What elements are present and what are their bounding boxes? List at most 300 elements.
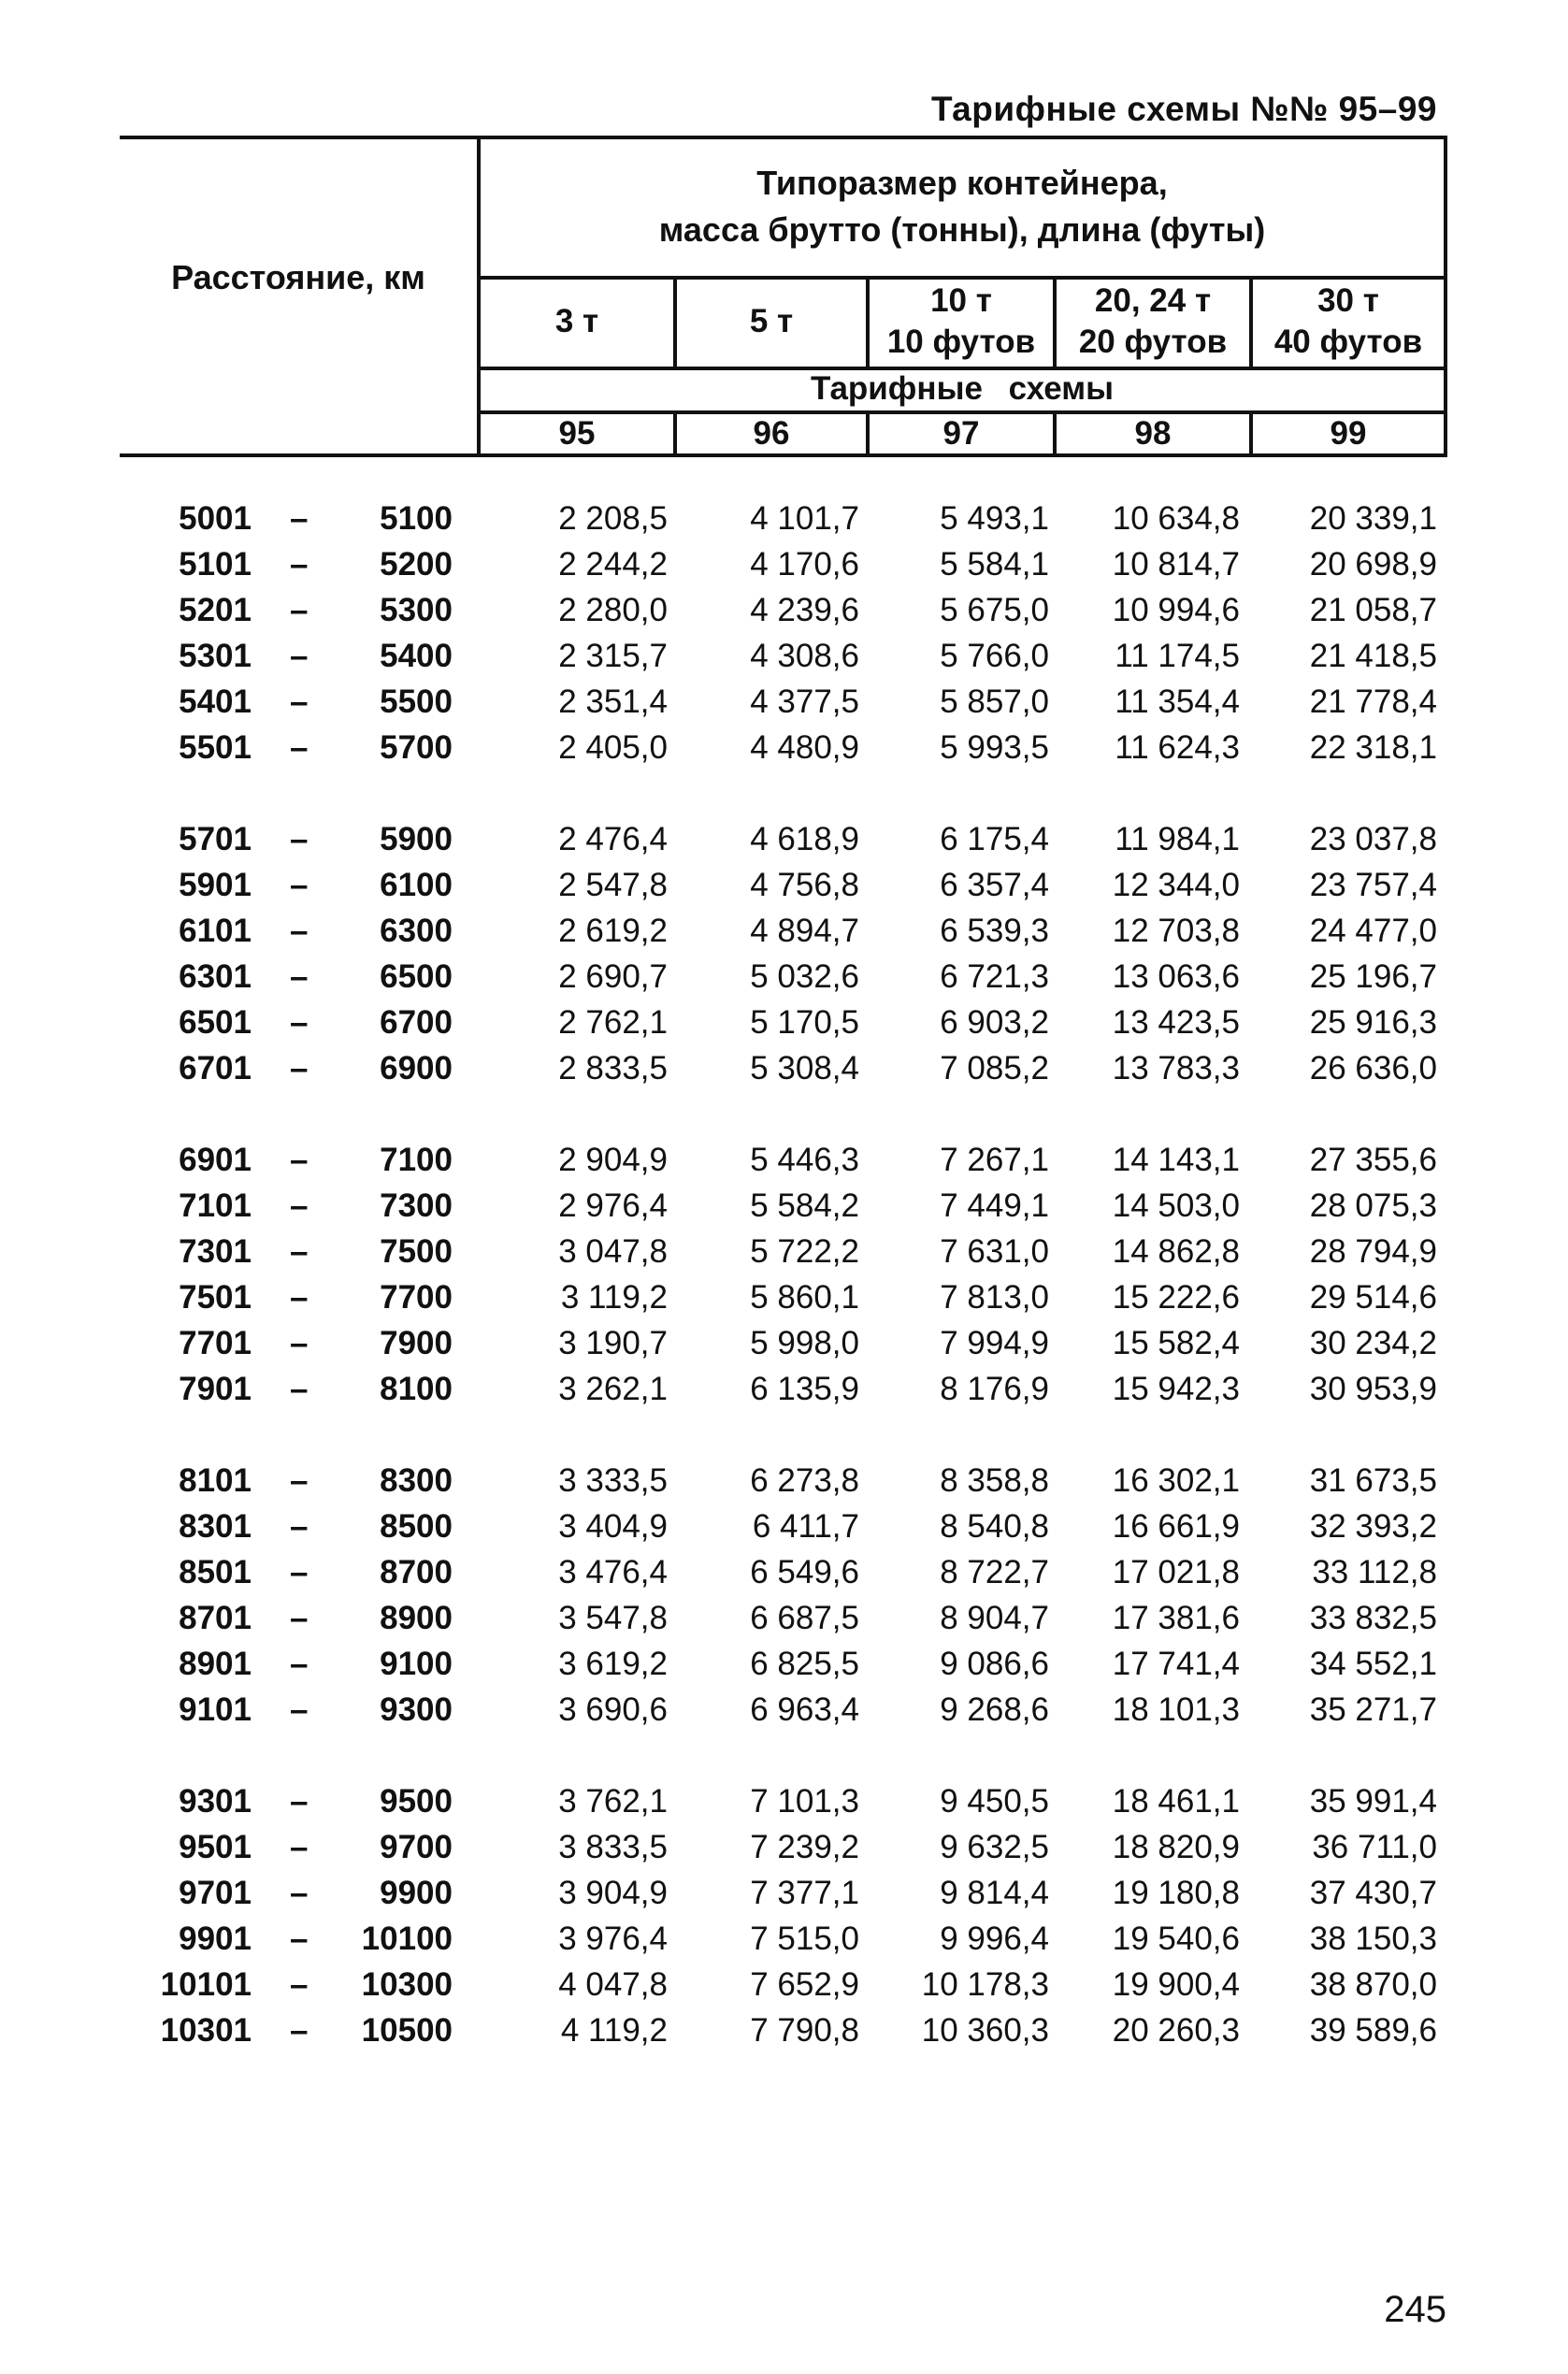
scheme-number-row xyxy=(481,410,1444,457)
row-group xyxy=(0,1778,1568,2053)
tariff-cell: 3 333,5 xyxy=(558,1462,668,1499)
range-dash: – xyxy=(290,1050,309,1086)
tariff-cell: 8 358,8 xyxy=(940,1462,1049,1499)
tariff-cell: 3 547,8 xyxy=(558,1600,668,1636)
table-row xyxy=(0,1962,1568,2007)
row-group xyxy=(0,1458,1568,1733)
tariff-cell: 4 101,7 xyxy=(750,500,859,537)
distance-from: 5401 xyxy=(179,683,252,720)
tariff-cell: 21 058,7 xyxy=(1309,592,1437,628)
tariff-cell: 6 687,5 xyxy=(750,1600,859,1636)
tariff-cell: 5 170,5 xyxy=(750,1004,859,1041)
tariff-cell: 4 047,8 xyxy=(558,1966,668,2003)
distance-to: 6700 xyxy=(380,1004,453,1041)
tariff-cell: 37 430,7 xyxy=(1309,1875,1437,1911)
tariff-cell: 7 631,0 xyxy=(940,1233,1049,1270)
distance-from: 9301 xyxy=(179,1783,252,1820)
distance-from: 8501 xyxy=(179,1554,252,1590)
tariff-cell: 2 315,7 xyxy=(558,638,668,674)
distance-from: 7901 xyxy=(179,1371,252,1407)
distance-to: 7900 xyxy=(380,1325,453,1361)
tariff-cell: 15 582,4 xyxy=(1112,1325,1240,1361)
table-row xyxy=(0,1870,1568,1916)
tariff-cell: 4 618,9 xyxy=(750,821,859,857)
size-column-header xyxy=(1249,276,1444,367)
tariff-cell: 22 318,1 xyxy=(1309,729,1437,766)
range-dash: – xyxy=(290,1554,309,1590)
distance-from: 5901 xyxy=(179,867,252,903)
size-column-header xyxy=(1053,276,1249,367)
distance-from: 7501 xyxy=(179,1279,252,1316)
size-caption-line1: Типоразмер контейнера, xyxy=(756,164,1168,202)
tariff-cell: 4 377,5 xyxy=(750,683,859,720)
range-dash: – xyxy=(290,1783,309,1820)
tariff-cell: 6 273,8 xyxy=(750,1462,859,1499)
tariff-cell: 25 196,7 xyxy=(1309,958,1437,995)
tariff-cell: 3 047,8 xyxy=(558,1233,668,1270)
tariff-cell: 35 991,4 xyxy=(1309,1783,1437,1820)
tariff-cell: 13 423,5 xyxy=(1112,1004,1240,1041)
tariff-cell: 3 262,1 xyxy=(558,1371,668,1407)
distance-to: 8900 xyxy=(380,1600,453,1636)
tariff-cell: 2 405,0 xyxy=(558,729,668,766)
scheme-number: 97 xyxy=(866,410,1053,457)
tariff-cell: 8 176,9 xyxy=(940,1371,1049,1407)
range-dash: – xyxy=(290,1233,309,1270)
distance-to: 5500 xyxy=(380,683,453,720)
size-column-line2: 40 футов xyxy=(1273,323,1423,360)
tariff-cell: 3 404,9 xyxy=(558,1508,668,1545)
tariff-cell: 2 762,1 xyxy=(558,1004,668,1041)
distance-from: 7301 xyxy=(179,1233,252,1270)
tariff-cell: 16 302,1 xyxy=(1112,1462,1240,1499)
tariff-cell: 2 690,7 xyxy=(558,958,668,995)
distance-to: 7100 xyxy=(380,1142,453,1178)
tariff-cell: 5 722,2 xyxy=(750,1233,859,1270)
tariff-cell: 9 450,5 xyxy=(940,1783,1049,1820)
tariff-cell: 7 790,8 xyxy=(750,2012,859,2049)
tariff-cell: 27 355,6 xyxy=(1309,1142,1437,1178)
table-row xyxy=(0,1641,1568,1687)
tariff-cell: 6 135,9 xyxy=(750,1371,859,1407)
range-dash: – xyxy=(290,2012,309,2049)
tariff-cell: 34 552,1 xyxy=(1309,1646,1437,1682)
size-column-line1: 30 т xyxy=(1317,281,1379,319)
tariff-cell: 6 539,3 xyxy=(940,913,1049,949)
tariff-cell: 3 476,4 xyxy=(558,1554,668,1590)
tariff-cell: 20 339,1 xyxy=(1309,500,1437,537)
table-row xyxy=(0,1778,1568,1824)
range-dash: – xyxy=(290,1142,309,1178)
tariff-cell: 30 953,9 xyxy=(1309,1371,1437,1407)
tariff-cell: 2 547,8 xyxy=(558,867,668,903)
tariff-cell: 9 268,6 xyxy=(940,1691,1049,1728)
tariff-cell: 26 636,0 xyxy=(1309,1050,1437,1086)
tariff-cell: 7 239,2 xyxy=(750,1829,859,1865)
tariff-cell: 15 942,3 xyxy=(1112,1371,1240,1407)
tariff-cell: 3 119,2 xyxy=(560,1279,668,1316)
distance-from: 10301 xyxy=(160,2012,252,2049)
size-column-line2: 10 футов xyxy=(886,323,1036,360)
tariff-cell: 6 963,4 xyxy=(750,1691,859,1728)
tariff-cell: 2 208,5 xyxy=(558,500,668,537)
table-row xyxy=(0,587,1568,633)
distance-to: 7300 xyxy=(380,1187,453,1224)
tariff-cell: 7 085,2 xyxy=(940,1050,1049,1086)
tariff-cell: 5 032,6 xyxy=(750,958,859,995)
tariff-cell: 5 446,3 xyxy=(750,1142,859,1178)
tariff-cell: 9 632,5 xyxy=(940,1829,1049,1865)
table-row xyxy=(0,908,1568,954)
tariff-cell: 19 180,8 xyxy=(1112,1875,1240,1911)
tariff-cell: 4 480,9 xyxy=(750,729,859,766)
table-row xyxy=(0,1595,1568,1641)
distance-column-header: Расстояние, км xyxy=(171,258,425,296)
tariff-cell: 3 690,6 xyxy=(558,1691,668,1728)
range-dash: – xyxy=(290,1279,309,1316)
distance-to: 8100 xyxy=(380,1371,453,1407)
tariff-cell: 6 175,4 xyxy=(940,821,1049,857)
tariff-cell: 5 493,1 xyxy=(940,500,1049,537)
distance-to: 6500 xyxy=(380,958,453,995)
tariff-cell: 20 260,3 xyxy=(1112,2012,1240,2049)
distance-from: 5201 xyxy=(179,592,252,628)
tariff-cell: 4 239,6 xyxy=(750,592,859,628)
size-column-line1: 10 т xyxy=(930,281,992,319)
table-row xyxy=(0,1916,1568,1962)
tariff-cell: 10 814,7 xyxy=(1112,546,1240,583)
tariff-cell: 9 814,4 xyxy=(940,1875,1049,1911)
range-dash: – xyxy=(290,1921,309,1957)
distance-to: 10300 xyxy=(361,1966,453,2003)
tariff-cell: 13 783,3 xyxy=(1112,1050,1240,1086)
row-group xyxy=(0,816,1568,1091)
distance-from: 9701 xyxy=(179,1875,252,1911)
table-row xyxy=(0,2007,1568,2053)
distance-to: 9300 xyxy=(380,1691,453,1728)
tariff-cell: 7 449,1 xyxy=(940,1187,1049,1224)
tariff-cell: 4 119,2 xyxy=(560,2012,668,2049)
tariff-cell: 6 549,6 xyxy=(750,1554,859,1590)
tariff-cell: 4 308,6 xyxy=(750,638,859,674)
tariff-cell: 28 075,3 xyxy=(1309,1187,1437,1224)
distance-to: 10100 xyxy=(361,1921,453,1957)
tariff-cell: 21 778,4 xyxy=(1309,683,1437,720)
tariff-table-body xyxy=(0,496,1568,2099)
range-dash: – xyxy=(290,1691,309,1728)
tariff-cell: 11 984,1 xyxy=(1115,821,1240,857)
range-dash: – xyxy=(290,1646,309,1682)
container-size-columns xyxy=(481,276,1444,367)
scheme-number: 99 xyxy=(1249,410,1444,457)
distance-to: 7700 xyxy=(380,1279,453,1316)
tariff-cell: 30 234,2 xyxy=(1309,1325,1437,1361)
distance-to: 5700 xyxy=(380,729,453,766)
table-row xyxy=(0,1549,1568,1595)
distance-to: 9500 xyxy=(380,1783,453,1820)
table-row xyxy=(0,1137,1568,1183)
tariff-cell: 4 756,8 xyxy=(750,867,859,903)
distance-from: 6301 xyxy=(179,958,252,995)
distance-to: 9900 xyxy=(380,1875,453,1911)
range-dash: – xyxy=(290,1462,309,1499)
table-row xyxy=(0,1320,1568,1366)
distance-to: 5200 xyxy=(380,546,453,583)
range-dash: – xyxy=(290,500,309,537)
tariff-cell: 2 280,0 xyxy=(558,592,668,628)
range-dash: – xyxy=(290,592,309,628)
tariff-cell: 11 174,5 xyxy=(1115,638,1240,674)
table-row xyxy=(0,1458,1568,1504)
distance-from: 6701 xyxy=(179,1050,252,1086)
tariff-cell: 9 086,6 xyxy=(940,1646,1049,1682)
range-dash: – xyxy=(290,958,309,995)
table-row xyxy=(0,1045,1568,1091)
range-dash: – xyxy=(290,729,309,766)
range-dash: – xyxy=(290,821,309,857)
distance-from: 6501 xyxy=(179,1004,252,1041)
tariff-cell: 23 757,4 xyxy=(1309,867,1437,903)
distance-from: 6901 xyxy=(179,1142,252,1178)
tariff-cell: 3 976,4 xyxy=(558,1921,668,1957)
tariff-cell: 8 904,7 xyxy=(940,1600,1049,1636)
distance-from: 5001 xyxy=(179,500,252,537)
tariff-cell: 6 357,4 xyxy=(940,867,1049,903)
tariff-cell: 14 503,0 xyxy=(1112,1187,1240,1224)
table-row xyxy=(0,1687,1568,1733)
range-dash: – xyxy=(290,546,309,583)
tariff-cell: 36 711,0 xyxy=(1312,1829,1437,1865)
range-dash: – xyxy=(290,1966,309,2003)
distance-to: 6900 xyxy=(380,1050,453,1086)
distance-from: 8101 xyxy=(179,1462,252,1499)
tariff-cell: 10 360,3 xyxy=(921,2012,1049,2049)
distance-from: 7701 xyxy=(179,1325,252,1361)
distance-from: 6101 xyxy=(179,913,252,949)
tariff-cell: 8 722,7 xyxy=(940,1554,1049,1590)
tariff-cell: 3 904,9 xyxy=(558,1875,668,1911)
range-dash: – xyxy=(290,1875,309,1911)
tariff-cell: 6 411,7 xyxy=(752,1508,859,1545)
range-dash: – xyxy=(290,1004,309,1041)
tariff-cell: 5 998,0 xyxy=(750,1325,859,1361)
tariff-cell: 13 063,6 xyxy=(1112,958,1240,995)
table-row xyxy=(0,862,1568,908)
range-dash: – xyxy=(290,1600,309,1636)
distance-from: 5101 xyxy=(179,546,252,583)
distance-from: 9901 xyxy=(179,1921,252,1957)
tariff-cell: 5 675,0 xyxy=(940,592,1049,628)
table-row xyxy=(0,954,1568,1000)
scheme-number: 98 xyxy=(1053,410,1249,457)
distance-to: 10500 xyxy=(361,2012,453,2049)
tariff-cell: 2 476,4 xyxy=(558,821,668,857)
tariff-cell: 7 101,3 xyxy=(750,1783,859,1820)
distance-from: 9501 xyxy=(179,1829,252,1865)
distance-to: 7500 xyxy=(380,1233,453,1270)
table-row xyxy=(0,633,1568,679)
size-column-header xyxy=(866,276,1053,367)
tariff-cell: 6 903,2 xyxy=(940,1004,1049,1041)
tariff-cell: 5 584,2 xyxy=(750,1187,859,1224)
tariff-cell: 5 308,4 xyxy=(750,1050,859,1086)
tariff-cell: 7 377,1 xyxy=(750,1875,859,1911)
range-dash: – xyxy=(290,1508,309,1545)
range-dash: – xyxy=(290,1371,309,1407)
distance-to: 8700 xyxy=(380,1554,453,1590)
table-row xyxy=(0,541,1568,587)
tariff-cell: 5 584,1 xyxy=(940,546,1049,583)
distance-to: 9100 xyxy=(380,1646,453,1682)
tariff-cell: 3 762,1 xyxy=(558,1783,668,1820)
tariff-cell: 24 477,0 xyxy=(1309,913,1437,949)
distance-to: 5300 xyxy=(380,592,453,628)
distance-to: 8300 xyxy=(380,1462,453,1499)
tariff-cell: 18 101,3 xyxy=(1112,1691,1240,1728)
tariff-cell: 38 870,0 xyxy=(1309,1966,1437,2003)
table-row xyxy=(0,1824,1568,1870)
tariff-cell: 39 589,6 xyxy=(1309,2012,1437,2049)
tariff-cell: 9 996,4 xyxy=(940,1921,1049,1957)
tariff-cell: 18 820,9 xyxy=(1112,1829,1240,1865)
tariff-cell: 7 515,0 xyxy=(750,1921,859,1957)
distance-from: 9101 xyxy=(179,1691,252,1728)
distance-from: 8701 xyxy=(179,1600,252,1636)
distance-from: 8301 xyxy=(179,1508,252,1545)
distance-to: 6300 xyxy=(380,913,453,949)
size-caption-line2: масса брутто (тонны), длина (футы) xyxy=(658,210,1266,249)
tariff-cell: 7 813,0 xyxy=(940,1279,1049,1316)
tariff-cell: 29 514,6 xyxy=(1309,1279,1437,1316)
tariff-cell: 7 267,1 xyxy=(940,1142,1049,1178)
tariff-cell: 2 244,2 xyxy=(558,546,668,583)
table-row xyxy=(0,679,1568,725)
tariff-cell: 28 794,9 xyxy=(1309,1233,1437,1270)
scheme-number: 96 xyxy=(673,410,866,457)
table-row xyxy=(0,1274,1568,1320)
distance-from: 5701 xyxy=(179,821,252,857)
tariff-cell: 10 178,3 xyxy=(921,1966,1049,2003)
tariff-cell: 8 540,8 xyxy=(940,1508,1049,1545)
tariff-cell: 33 112,8 xyxy=(1312,1554,1437,1590)
tariff-cell: 3 619,2 xyxy=(558,1646,668,1682)
tariff-cell: 4 894,7 xyxy=(750,913,859,949)
table-row xyxy=(0,725,1568,770)
distance-to: 6100 xyxy=(380,867,453,903)
tariff-cell: 31 673,5 xyxy=(1309,1462,1437,1499)
tariff-cell: 25 916,3 xyxy=(1309,1004,1437,1041)
distance-to: 9700 xyxy=(380,1829,453,1865)
tariff-cell: 19 540,6 xyxy=(1112,1921,1240,1957)
distance-to: 8500 xyxy=(380,1508,453,1545)
tariff-cell: 32 393,2 xyxy=(1309,1508,1437,1545)
tariff-cell: 2 619,2 xyxy=(558,913,668,949)
tariff-cell: 12 344,0 xyxy=(1112,867,1240,903)
tariff-cell: 11 354,4 xyxy=(1115,683,1240,720)
tariff-cell: 17 021,8 xyxy=(1112,1554,1240,1590)
container-size-header xyxy=(477,139,1447,453)
tariff-cell: 17 741,4 xyxy=(1112,1646,1240,1682)
distance-to: 5900 xyxy=(380,821,453,857)
tariff-cell: 5 857,0 xyxy=(940,683,1049,720)
distance-to: 5400 xyxy=(380,638,453,674)
tariff-cell: 20 698,9 xyxy=(1309,546,1437,583)
tariff-cell: 5 993,5 xyxy=(940,729,1049,766)
range-dash: – xyxy=(290,867,309,903)
size-column-header xyxy=(673,276,866,367)
tariff-cell: 10 994,6 xyxy=(1112,592,1240,628)
tariff-cell: 21 418,5 xyxy=(1309,638,1437,674)
table-row xyxy=(0,1229,1568,1274)
tariff-cell: 4 170,6 xyxy=(750,546,859,583)
table-row xyxy=(0,1366,1568,1412)
scheme-number: 95 xyxy=(558,415,596,452)
size-column-line1: 5 т xyxy=(749,302,794,339)
distance-from: 5501 xyxy=(179,729,252,766)
tariff-cell: 10 634,8 xyxy=(1112,500,1240,537)
tariff-cell: 7 652,9 xyxy=(750,1966,859,2003)
tariff-cell: 11 624,3 xyxy=(1115,729,1240,766)
tariff-cell: 14 143,1 xyxy=(1112,1142,1240,1178)
distance-from: 5301 xyxy=(179,638,252,674)
tariff-cell: 2 833,5 xyxy=(558,1050,668,1086)
row-group xyxy=(0,1137,1568,1412)
table-row xyxy=(0,1504,1568,1549)
tariff-cell: 2 976,4 xyxy=(558,1187,668,1224)
distance-from: 7101 xyxy=(179,1187,252,1224)
tariff-cell: 23 037,8 xyxy=(1309,821,1437,857)
table-row xyxy=(0,816,1568,862)
tariff-cell: 7 994,9 xyxy=(940,1325,1049,1361)
range-dash: – xyxy=(290,1187,309,1224)
size-column-line2: 20 футов xyxy=(1078,323,1228,360)
table-row xyxy=(0,496,1568,541)
tariff-cell: 18 461,1 xyxy=(1112,1783,1240,1820)
tariff-cell: 17 381,6 xyxy=(1112,1600,1240,1636)
schemes-caption: Тарифные схемы xyxy=(810,369,1115,407)
range-dash: – xyxy=(290,1829,309,1865)
range-dash: – xyxy=(290,913,309,949)
range-dash: – xyxy=(290,638,309,674)
size-column-header xyxy=(481,276,673,367)
table-row xyxy=(0,1183,1568,1229)
tariff-cell: 3 833,5 xyxy=(558,1829,668,1865)
tariff-cell: 2 904,9 xyxy=(558,1142,668,1178)
distance-from: 10101 xyxy=(160,1966,252,2003)
tariff-cell: 19 900,4 xyxy=(1112,1966,1240,2003)
size-column-line1: 3 т xyxy=(554,302,599,339)
page-title: Тарифные схемы №№ 95–99 xyxy=(930,90,1437,128)
tariff-cell: 33 832,5 xyxy=(1309,1600,1437,1636)
table-row xyxy=(0,1000,1568,1045)
tariff-cell: 35 271,7 xyxy=(1309,1691,1437,1728)
tariff-cell: 5 860,1 xyxy=(750,1279,859,1316)
size-column-line1: 20, 24 т xyxy=(1094,281,1212,319)
range-dash: – xyxy=(290,683,309,720)
distance-to: 5100 xyxy=(380,500,453,537)
page-number: 245 xyxy=(1384,2289,1446,2330)
tariff-cell: 3 190,7 xyxy=(558,1325,668,1361)
range-dash: – xyxy=(290,1325,309,1361)
container-size-caption xyxy=(481,160,1444,253)
tariff-cell: 12 703,8 xyxy=(1112,913,1240,949)
row-group xyxy=(0,496,1568,770)
tariff-cell: 2 351,4 xyxy=(558,683,668,720)
table-header xyxy=(120,136,1447,457)
tariff-cell: 38 150,3 xyxy=(1309,1921,1437,1957)
tariff-cell: 6 721,3 xyxy=(940,958,1049,995)
tariff-cell: 15 222,6 xyxy=(1112,1279,1240,1316)
